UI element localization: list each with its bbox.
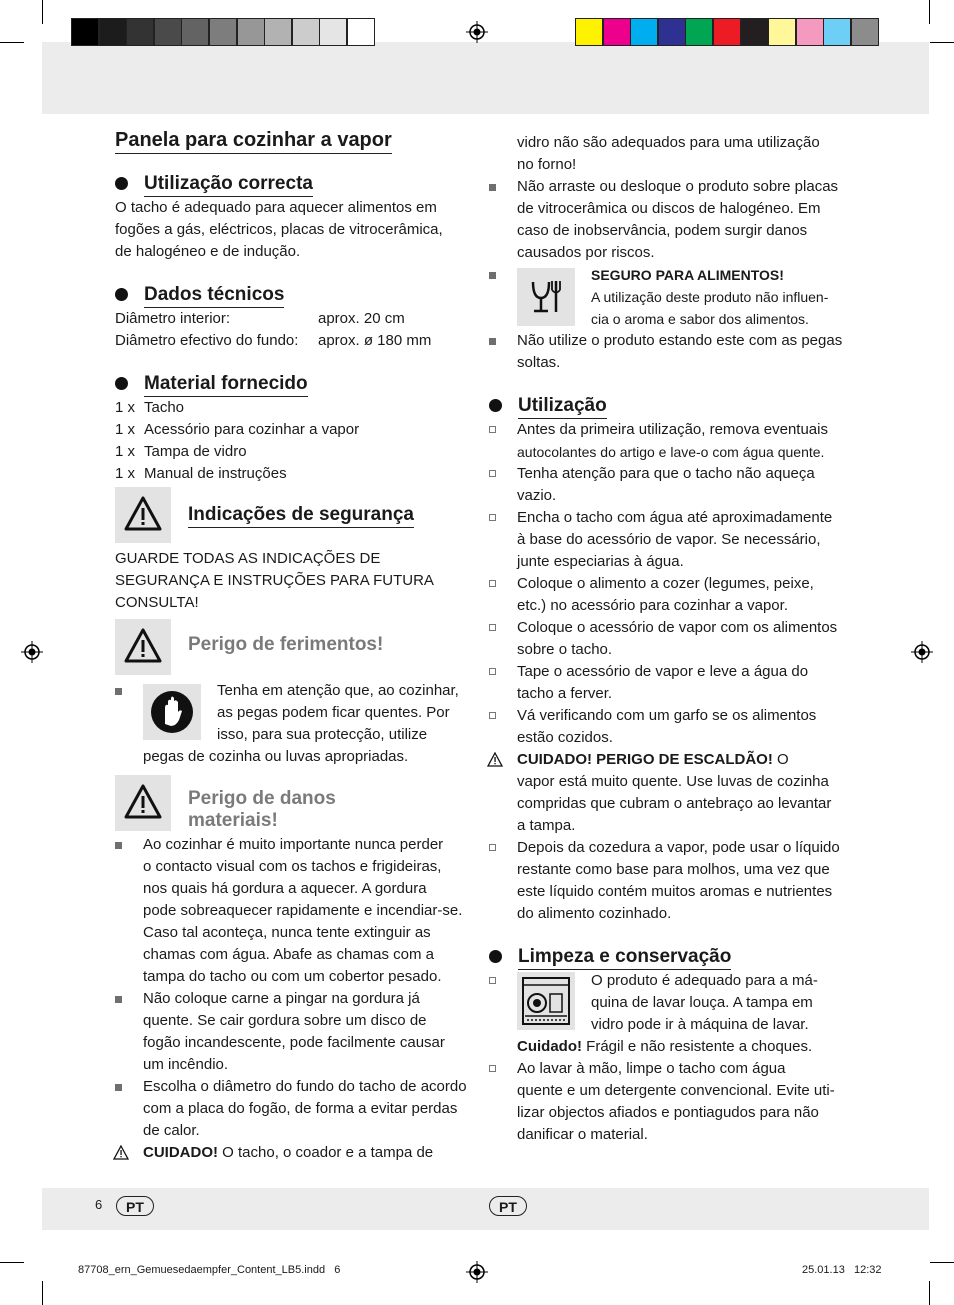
line: Não coloque carne a pingar na gordura já <box>143 990 420 1007</box>
list-bullet-icon <box>115 842 122 849</box>
damage-list <box>115 834 475 1164</box>
food-safe-item <box>489 264 849 330</box>
food-safe-icon <box>517 268 575 326</box>
line: com a placa do fogão, de forma a evitar perdas <box>143 1100 458 1117</box>
right-column <box>489 132 849 1146</box>
line: Coloque o alimento a cozer (legumes, peixe, <box>517 575 814 592</box>
line: quente. Se cair gordura sobre um disco de <box>143 1012 427 1029</box>
food-safe-title: SEGURO PARA ALIMENTOS! <box>591 267 784 283</box>
dishwasher-icon <box>517 972 575 1030</box>
subheading-damage <box>188 788 336 832</box>
section-heading: Dados técnicos <box>144 283 284 308</box>
line: Não utilize o produto estando este com as pegas <box>517 332 843 349</box>
line: compridas que cubram o antebraço ao levantar <box>517 795 832 812</box>
paragraph-line: GUARDE TODAS AS INDICAÇÕES DE <box>115 550 381 567</box>
color-swatch <box>209 18 237 46</box>
injury-text <box>217 680 472 746</box>
footer-band <box>42 1188 929 1230</box>
caution-item <box>489 749 849 837</box>
checkbox-bullet-icon <box>489 844 496 851</box>
paragraph-line: fogões a gás, eléctricos, placas de vitrocerâmica, <box>115 221 443 238</box>
line: causados por riscos. <box>517 244 655 261</box>
print-date: 25.01.13 12:32 <box>802 1264 882 1276</box>
line: Antes da primeira utilização, remova eventuais <box>517 421 828 438</box>
section-heading: Indicações de segurança <box>188 503 414 528</box>
item-qty: 1 x <box>115 443 136 460</box>
line: vapor está muito quente. Use luvas de cozinha <box>517 773 829 790</box>
step-item <box>489 507 849 573</box>
section-bullet-icon <box>115 377 128 390</box>
step-item <box>489 661 849 705</box>
line: O produto é adequado para a má- <box>591 972 818 989</box>
fragile-text: Frágil e não resistente a choques. <box>582 1038 813 1055</box>
registration-mark-icon <box>911 641 933 663</box>
line: restante como base para molhos, uma vez que <box>517 861 830 878</box>
left-column <box>115 128 470 485</box>
line: do alimento cozinhado. <box>517 905 672 922</box>
section-heading: Material fornecido <box>144 372 308 397</box>
step-item <box>489 1058 849 1146</box>
line: a tampa. <box>517 817 576 834</box>
list-bullet-icon <box>115 1084 122 1091</box>
line: quina de lavar louça. A tampa em <box>591 994 813 1011</box>
color-swatch <box>292 18 320 46</box>
line: pode sobreaquecer rapidamente e incendiar-se. <box>143 902 463 919</box>
paragraph-line: CONSULTA! <box>115 594 199 611</box>
line: nos quais há gordura a aquecer. A gordura <box>143 880 427 897</box>
paragraph-line: Tenha em atenção que, ao cozinhar, <box>217 682 459 699</box>
step-item <box>489 837 849 925</box>
list-item <box>115 988 475 1076</box>
crop-mark <box>0 1262 24 1263</box>
caution-label: CUIDADO! <box>143 1144 218 1161</box>
paragraph-line: SEGURANÇA E INSTRUÇÕES PARA FUTURA <box>115 572 434 589</box>
line: o contacto visual com os tachos e frigideiras, <box>143 858 442 875</box>
list-item <box>115 834 475 988</box>
safety-notice <box>115 548 470 614</box>
line: Tenha atenção para que o tacho não aqueça <box>517 465 815 482</box>
line: este líquido contém muitos aromas e nutrientes <box>517 883 833 900</box>
line: tampa do tacho ou com um cobertor pesado. <box>143 968 442 985</box>
warning-triangle-icon <box>115 487 171 543</box>
warning-box <box>115 775 171 831</box>
line: quente e um detergente convencional. Evite uti- <box>517 1082 835 1099</box>
list-item <box>115 463 359 485</box>
spec-row <box>115 330 431 352</box>
line: um incêndio. <box>143 1056 229 1073</box>
section-bullet-icon <box>115 288 128 301</box>
list-item <box>115 419 359 441</box>
line: estão cozidos. <box>517 729 613 746</box>
line: fogão incandescente, pode facilmente causar <box>143 1034 445 1051</box>
registration-mark-icon <box>466 1261 488 1283</box>
registration-mark-icon <box>466 21 488 43</box>
color-swatch <box>347 18 375 46</box>
line: à base do acessório de vapor. Se necessário, <box>517 531 821 548</box>
step-item <box>489 463 849 507</box>
list-item <box>489 176 849 264</box>
heading-line: Perigo de danos <box>188 788 336 809</box>
checkbox-bullet-icon <box>489 514 496 521</box>
line: junte especiarias à água. <box>517 553 684 570</box>
list-item <box>115 1076 475 1142</box>
subheading-injury: Perigo de ferimentos! <box>188 634 384 655</box>
section-material <box>115 372 470 485</box>
line: A utilização deste produto não influen- <box>591 289 829 305</box>
color-swatch <box>768 18 796 46</box>
spec-label: Diâmetro interior: <box>115 310 231 327</box>
material-list <box>115 397 359 485</box>
section-heading: Limpeza e conservação <box>518 945 731 970</box>
caution-triangle-icon <box>487 752 503 767</box>
color-swatch <box>603 18 631 46</box>
color-swatch <box>181 18 209 46</box>
color-swatch <box>71 18 99 46</box>
item-name: Manual de instruções <box>144 465 287 482</box>
checkbox-bullet-icon <box>489 580 496 587</box>
line: Escolha o diâmetro do fundo do tacho de acordo <box>143 1078 467 1095</box>
crop-mark <box>0 42 24 43</box>
color-swatch <box>99 18 127 46</box>
color-swatch <box>796 18 824 46</box>
line: Tape o acessório de vapor e leve a água do <box>517 663 809 680</box>
crop-mark <box>42 1281 43 1305</box>
warning-triangle-icon <box>115 619 171 675</box>
line: Encha o tacho com água até aproximadamente <box>517 509 833 526</box>
line: Ao cozinhar é muito importante nunca perder <box>143 836 444 853</box>
paragraph-line: pegas de cozinha ou luvas apropriadas. <box>143 748 409 765</box>
color-swatch <box>154 18 182 46</box>
step-item <box>489 573 849 617</box>
item-qty: 1 x <box>115 399 136 416</box>
list-bullet-icon <box>489 184 496 191</box>
color-swatch <box>713 18 741 46</box>
list-bullet-icon <box>489 272 496 279</box>
spec-table <box>115 308 431 352</box>
color-swatch <box>851 18 879 46</box>
caution-label: CUIDADO! PERIGO DE ESCALDÃO! <box>517 751 773 768</box>
paragraph-line: O tacho é adequado para aquecer alimentos em <box>115 199 437 216</box>
crop-mark <box>42 0 43 24</box>
fragile-label: Cuidado! <box>517 1038 582 1055</box>
step-item <box>489 419 849 463</box>
list-bullet-icon <box>489 338 496 345</box>
fragile-note <box>489 1036 849 1058</box>
line: vidro pode ir à máquina de lavar. <box>591 1016 809 1033</box>
item-name: Acessório para cozinhar a vapor <box>144 421 360 438</box>
color-swatch <box>319 18 347 46</box>
line: Depois da cozedura a vapor, pode usar o líquido <box>517 839 840 856</box>
section-bullet-icon <box>489 950 502 963</box>
section-bullet-icon <box>115 177 128 190</box>
crop-mark <box>930 42 954 43</box>
line: caso de inobservância, podem surgir danos <box>517 222 808 239</box>
registration-mark-icon <box>21 641 43 663</box>
line: de vitrocerâmica ou discos de halogéneo. Em <box>517 200 821 217</box>
crop-mark <box>930 1262 954 1263</box>
color-swatch <box>823 18 851 46</box>
crop-mark <box>929 1281 930 1305</box>
heading-line: materiais! <box>188 810 278 831</box>
checkbox-bullet-icon <box>489 977 496 984</box>
line: vidro não são adequados para uma utilização <box>517 134 820 151</box>
list-bullet-icon <box>115 996 122 1003</box>
color-swatch <box>264 18 292 46</box>
caution-text: O tacho, o coador e a tampa de <box>218 1144 434 1161</box>
item-qty: 1 x <box>115 421 136 438</box>
line: sobre o tacho. <box>517 641 613 658</box>
paragraph-line: as pegas podem ficar quentes. Por <box>217 704 450 721</box>
caution-item <box>115 1142 475 1164</box>
line: Não arraste ou desloque o produto sobre placas <box>517 178 839 195</box>
line: vazio. <box>517 487 557 504</box>
line: no forno! <box>517 156 577 173</box>
color-swatch <box>126 18 154 46</box>
item-name: Tacho <box>144 399 185 416</box>
color-swatch <box>630 18 658 46</box>
language-badge-left: PT <box>116 1196 154 1216</box>
warning-box <box>115 619 171 675</box>
gloves-icon <box>143 684 201 740</box>
line: etc.) no acessório para cozinhar a vapor. <box>517 597 788 614</box>
section-utilizacao-correcta <box>115 172 470 263</box>
checkbox-bullet-icon <box>489 470 496 477</box>
language-badge-right: PT <box>489 1196 527 1216</box>
crop-mark <box>929 0 930 24</box>
file-slug: 87708_ern_Gemuesedaempfer_Content_LB5.indd 6 <box>78 1264 341 1276</box>
line: Ao lavar à mão, limpe o tacho com água <box>517 1060 786 1077</box>
line: de calor. <box>143 1122 200 1139</box>
page-number: 6 <box>95 1197 103 1212</box>
color-swatch <box>575 18 603 46</box>
line: Vá verificando com um garfo se os alimentos <box>517 707 817 724</box>
paragraph-line: isso, para sua protecção, utilize <box>217 726 428 743</box>
step-item <box>489 617 849 661</box>
checkbox-bullet-icon <box>489 426 496 433</box>
line: autocolantes do artigo e lave-o com água quente. <box>517 444 825 460</box>
line: Caso tal aconteça, nunca tente extinguir as <box>143 924 431 941</box>
spec-value: aprox. 20 cm <box>318 310 405 327</box>
warning-box <box>115 487 171 543</box>
line: cia o aroma e sabor dos alimentos. <box>591 311 809 327</box>
warning-triangle-icon <box>115 775 171 831</box>
spec-row <box>115 308 431 330</box>
injury-text-tail <box>143 746 473 768</box>
header-band <box>42 42 929 114</box>
spec-value: aprox. ø 180 mm <box>318 332 432 349</box>
list-item <box>489 330 849 374</box>
item-name: Tampa de vidro <box>144 443 247 460</box>
section-heading: Utilização correcta <box>144 172 313 197</box>
section-heading: Utilização <box>518 394 607 419</box>
step-item <box>489 705 849 749</box>
page-title: Panela para cozinhar a vapor <box>115 128 392 154</box>
list-bullet-icon <box>115 688 122 695</box>
color-swatch <box>685 18 713 46</box>
line: lizar objectos afiados e pontiagudos para não <box>517 1104 819 1121</box>
caution-triangle-icon <box>113 1145 129 1160</box>
dishwasher-item <box>489 970 849 1036</box>
item-qty: 1 x <box>115 465 136 482</box>
line: Coloque o acessório de vapor com os alimentos <box>517 619 838 636</box>
list-item <box>115 397 359 419</box>
color-swatch <box>658 18 686 46</box>
line: tacho a ferver. <box>517 685 613 702</box>
line: soltas. <box>517 354 561 371</box>
checkbox-bullet-icon <box>489 1065 496 1072</box>
paragraph-line: de halogéneo e de indução. <box>115 243 301 260</box>
spec-label: Diâmetro efectivo do fundo: <box>115 332 299 349</box>
color-swatch <box>741 18 769 46</box>
color-swatch <box>237 18 265 46</box>
list-item <box>115 441 359 463</box>
checkbox-bullet-icon <box>489 668 496 675</box>
section-bullet-icon <box>489 399 502 412</box>
section-dados-tecnicos <box>115 283 470 352</box>
line: danificar o material. <box>517 1126 648 1143</box>
line: chamas com água. Abafe as chamas com a <box>143 946 434 963</box>
line: O <box>772 751 789 768</box>
checkbox-bullet-icon <box>489 624 496 631</box>
checkbox-bullet-icon <box>489 712 496 719</box>
